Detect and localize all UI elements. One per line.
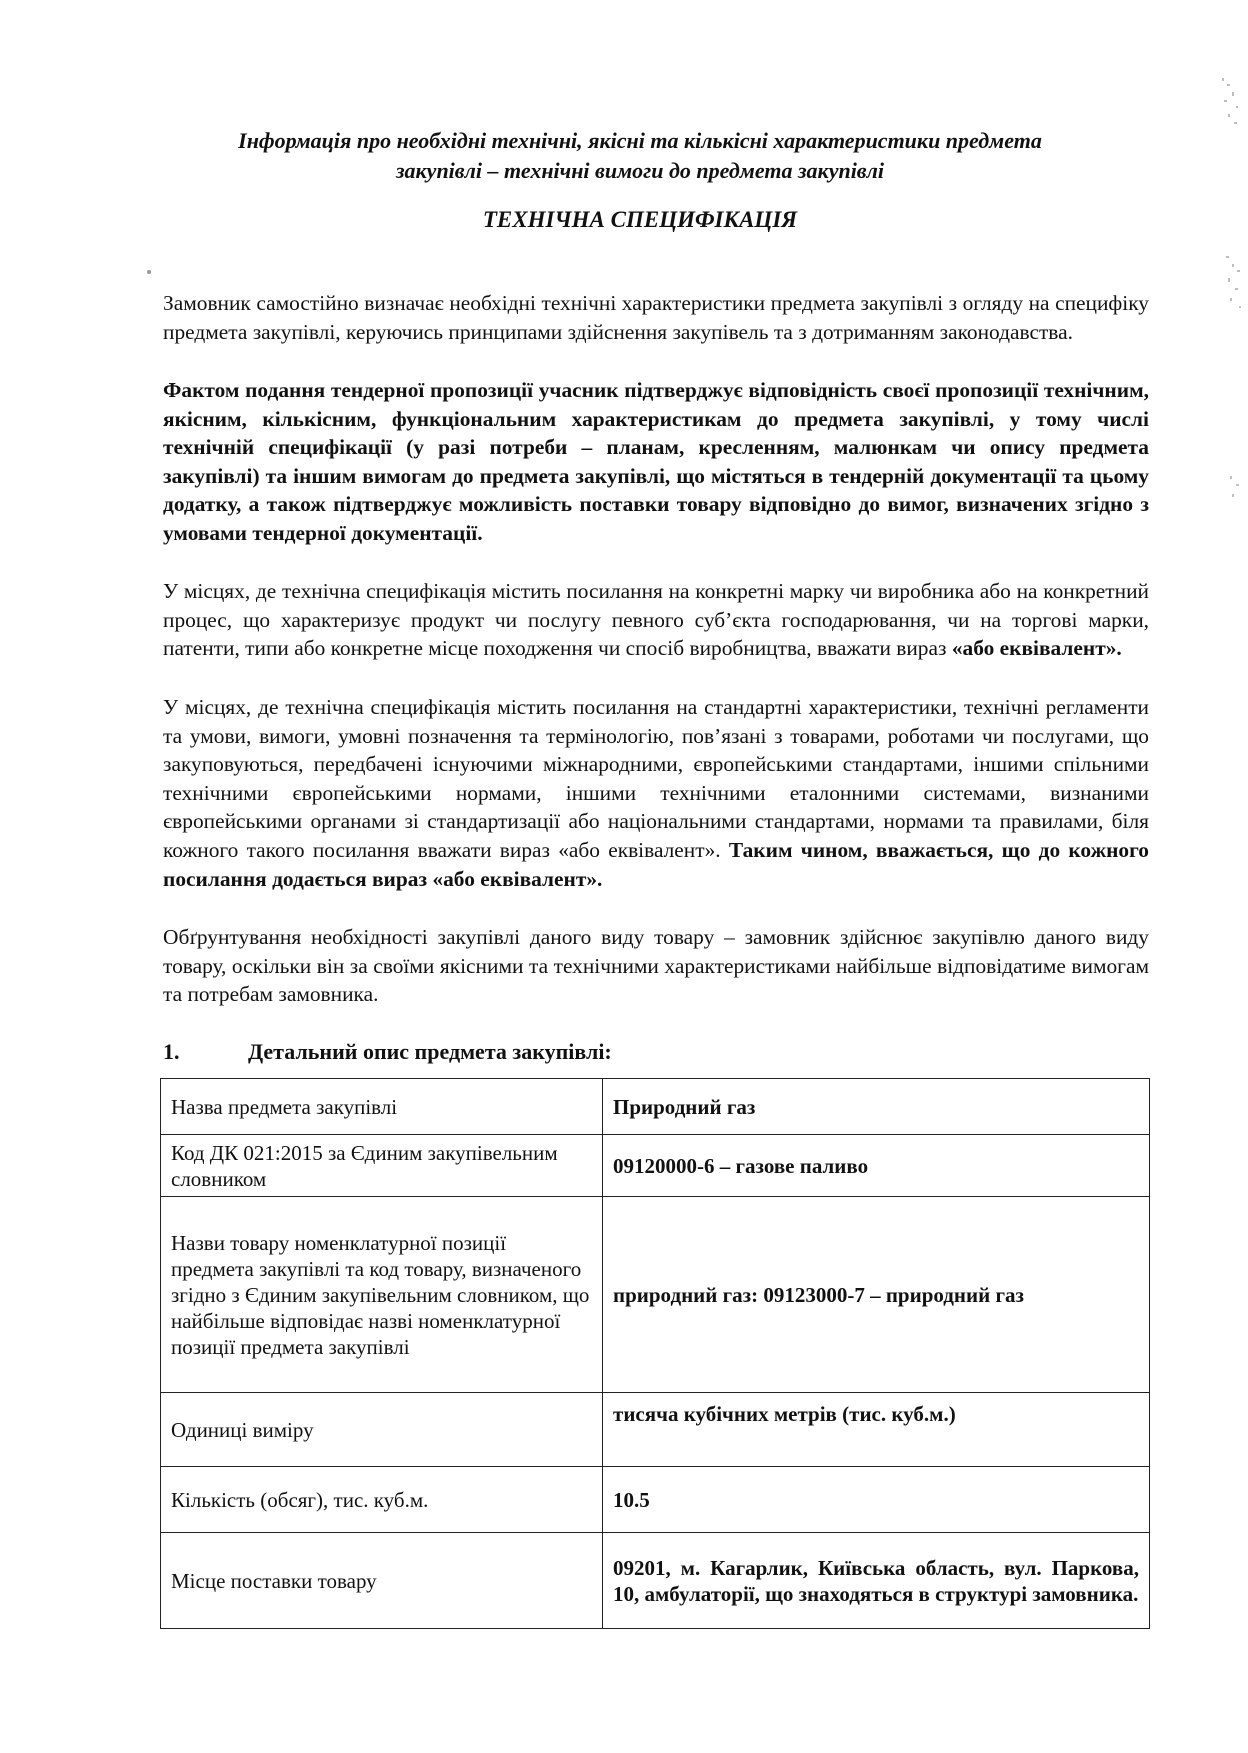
section-heading: [163, 1039, 612, 1065]
table-cell-label: Назви товару номенклатурної позиції предмета закупівлі та код товару, визначеного згідно з Єдиним закупівельним словником, що найбільше відповідає назві номенклатурної позиції предмета закупівлі: [161, 1197, 603, 1393]
scan-noise-mark: [1222, 250, 1248, 320]
document-heading-line-1: Інформація про необхідні технічні, якісні та кількісні характеристики предмета: [238, 128, 1042, 153]
section-title: Детальний опис предмета закупівлі:: [248, 1039, 612, 1064]
table-row: [161, 1079, 1150, 1135]
section-number: 1.: [163, 1039, 180, 1064]
table-cell-label: Назва предмета закупівлі: [161, 1079, 603, 1135]
paragraph-emphasis: «або еквівалент».: [951, 636, 1122, 661]
table-cell-label: Код ДК 021:2015 за Єдиним закупівельним словником: [161, 1135, 603, 1197]
table-cell-value: 09201, м. Кагарлик, Київська область, вул. Паркова, 10, амбулаторії, що знаходяться в структурі замовника.: [603, 1533, 1150, 1629]
scan-noise-mark: [1218, 70, 1248, 140]
document-heading-line-2: закупівлі – технічні вимоги до предмета закупівлі: [395, 158, 885, 183]
procurement-details-table: [160, 1078, 1150, 1629]
scan-noise-mark: [1224, 470, 1248, 510]
paragraph-equivalent-brand: [163, 577, 1149, 663]
table-cell-label: Кількість (обсяг), тис. куб.м.: [161, 1467, 603, 1533]
table-cell-value: 10.5: [603, 1467, 1150, 1533]
scan-noise-mark: [145, 268, 153, 276]
spec-title: ТЕХНІЧНА СПЕЦИФІКАЦІЯ: [482, 207, 798, 232]
table-cell-value: тисяча кубічних метрів (тис. куб.м.): [603, 1393, 1150, 1467]
paragraph-text: У місцях, де технічна специфікація містить посилання на стандартні характеристики, технічні регламенти та умови, вимоги, умовні позначення та термінологію, пов’язані з товарами, роботами чи послугами, що закуповуються, передбачені існуючими міжнародними, європейськими стандартами, іншими спільними технічними європейськими нормами, іншими технічними еталонними системами, визнаними європейськими органами зі стандартизації або національними стандартами, нормами та правилами, біля кожного такого посилання вважати вираз «або еквівалент».: [163, 695, 1149, 862]
paragraph-confirmation: Фактом подання тендерної пропозиції учасник підтверджує відповідність своєї пропозиції технічним, якісним, кількісним, функціональним характеристикам до предмета закупівлі, у тому числі технічній специфікації (у разі потреби – планам, кресленням, малюнкам чи опису предмета закупівлі) та іншим вимогам до предмета закупівлі, що містяться в тендерній документації та цьому додатку, а також підтверджує можливість поставки товару відповідно до вимог, визначених згідно з умовами тендерної документації.: [163, 378, 1149, 545]
paragraph-text: У місцях, де технічна специфікація містить посилання на конкретні марку чи виробника або на конкретний процес, що характеризує продукт чи послугу певного суб’єкта господарювання, чи на торгові марки, патенти, типи або конкретне місце походження чи спосіб виробництва, вважати вираз: [163, 579, 1149, 661]
paragraph-justification: Обґрунтування необхідності закупівлі даного виду товару – замовник здійснює закупівлю даного виду товару, оскільки він за своїми якісними та технічними характеристиками найбільше відповідатиме вимогам та потребам замовника.: [163, 925, 1149, 1007]
paragraph-equivalent-standards: [163, 693, 1149, 893]
table-cell-label: Одиниці виміру: [161, 1393, 603, 1467]
paragraph-intro: Замовник самостійно визначає необхідні технічні характеристики предмета закупівлі з огляду на специфіку предмета закупівлі, керуючись принципами здійснення закупівель та з дотриманням законодавства.: [163, 291, 1149, 344]
table-row: [161, 1467, 1150, 1533]
table-row: [161, 1393, 1150, 1467]
table-cell-label: Місце поставки товару: [161, 1533, 603, 1629]
table-row: [161, 1533, 1150, 1629]
table-row: [161, 1135, 1150, 1197]
paragraph-emphasis: Таким чином, вважається, що до кожного посилання додається вираз «або еквівалент».: [163, 837, 1149, 891]
table-cell-value: природний газ: 09123000-7 – природний газ: [603, 1197, 1150, 1393]
table-cell-value: 09120000-6 – газове паливо: [603, 1135, 1150, 1197]
table-cell-value: Природний газ: [603, 1079, 1150, 1135]
table-row: [161, 1197, 1150, 1393]
